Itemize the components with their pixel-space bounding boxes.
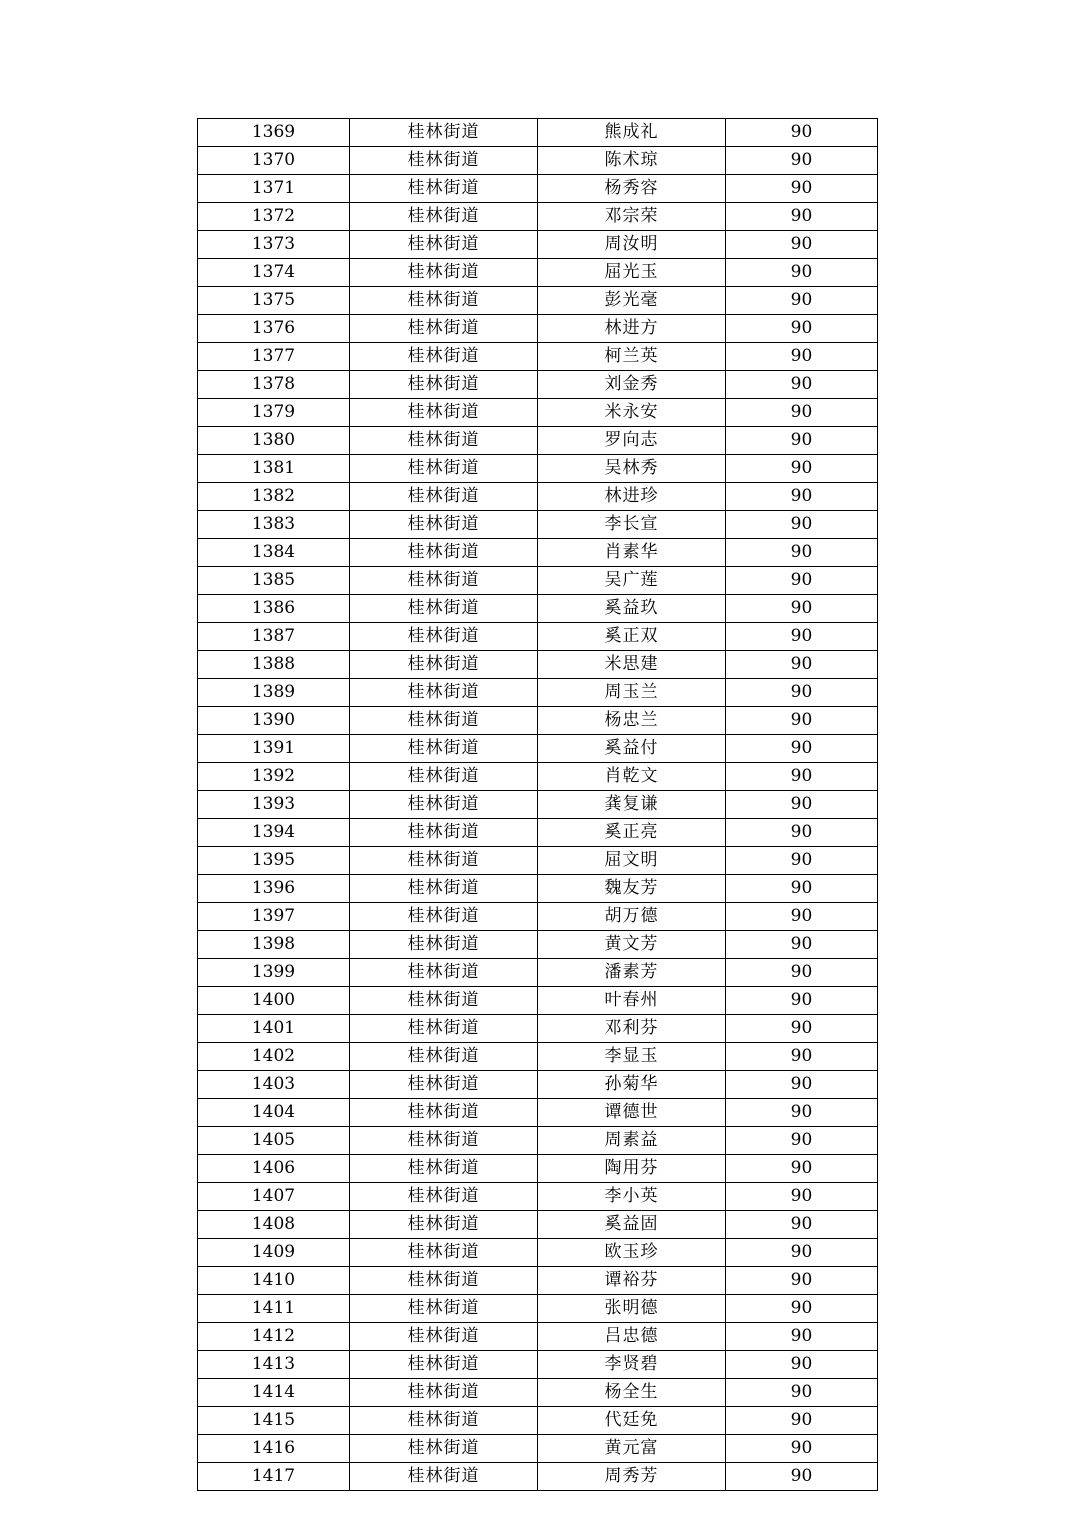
row-name: 孙菊华: [538, 1071, 726, 1099]
table-row: [198, 623, 878, 651]
row-name: 周秀芳: [538, 1463, 726, 1491]
row-street: 桂林街道: [350, 539, 538, 567]
row-amount: 90: [726, 539, 878, 567]
row-name: 周素益: [538, 1127, 726, 1155]
table-row: [198, 791, 878, 819]
row-index: 1373: [198, 231, 350, 259]
row-name: 林进方: [538, 315, 726, 343]
row-index: 1413: [198, 1351, 350, 1379]
row-name: 陈术琼: [538, 147, 726, 175]
row-name: 杨忠兰: [538, 707, 726, 735]
row-index: 1400: [198, 987, 350, 1015]
row-amount: 90: [726, 1379, 878, 1407]
row-street: 桂林街道: [350, 1435, 538, 1463]
row-index: 1416: [198, 1435, 350, 1463]
table-row: [198, 1295, 878, 1323]
beneficiary-table: [197, 118, 878, 1491]
row-street: 桂林街道: [350, 1043, 538, 1071]
row-amount: 90: [726, 119, 878, 147]
table-row: [198, 847, 878, 875]
row-amount: 90: [726, 819, 878, 847]
row-index: 1393: [198, 791, 350, 819]
table-row: [198, 819, 878, 847]
row-name: 罗向志: [538, 427, 726, 455]
row-street: 桂林街道: [350, 679, 538, 707]
row-street: 桂林街道: [350, 1183, 538, 1211]
row-amount: 90: [726, 903, 878, 931]
row-name: 谭德世: [538, 1099, 726, 1127]
row-name: 杨全生: [538, 1379, 726, 1407]
row-amount: 90: [726, 399, 878, 427]
row-name: 邓利芬: [538, 1015, 726, 1043]
row-amount: 90: [726, 791, 878, 819]
row-street: 桂林街道: [350, 1211, 538, 1239]
row-street: 桂林街道: [350, 231, 538, 259]
row-name: 肖素华: [538, 539, 726, 567]
row-street: 桂林街道: [350, 623, 538, 651]
row-index: 1415: [198, 1407, 350, 1435]
row-amount: 90: [726, 371, 878, 399]
row-name: 吕忠德: [538, 1323, 726, 1351]
table-row: [198, 455, 878, 483]
table-row: [198, 735, 878, 763]
row-amount: 90: [726, 931, 878, 959]
row-street: 桂林街道: [350, 1295, 538, 1323]
table-row: [198, 343, 878, 371]
row-street: 桂林街道: [350, 1155, 538, 1183]
table-row: [198, 1239, 878, 1267]
row-index: 1376: [198, 315, 350, 343]
row-street: 桂林街道: [350, 847, 538, 875]
row-amount: 90: [726, 1267, 878, 1295]
row-street: 桂林街道: [350, 119, 538, 147]
row-street: 桂林街道: [350, 1379, 538, 1407]
row-street: 桂林街道: [350, 203, 538, 231]
row-index: 1370: [198, 147, 350, 175]
row-index: 1390: [198, 707, 350, 735]
row-amount: 90: [726, 567, 878, 595]
table-row: [198, 483, 878, 511]
row-amount: 90: [726, 1099, 878, 1127]
row-index: 1406: [198, 1155, 350, 1183]
row-index: 1378: [198, 371, 350, 399]
table-row: [198, 567, 878, 595]
table-row: [198, 763, 878, 791]
row-index: 1385: [198, 567, 350, 595]
row-amount: 90: [726, 959, 878, 987]
table-row: [198, 931, 878, 959]
table-row: [198, 1155, 878, 1183]
row-amount: 90: [726, 875, 878, 903]
row-street: 桂林街道: [350, 483, 538, 511]
table-row: [198, 1463, 878, 1491]
row-amount: 90: [726, 231, 878, 259]
row-amount: 90: [726, 1071, 878, 1099]
table-row: [198, 1183, 878, 1211]
row-street: 桂林街道: [350, 1127, 538, 1155]
table-row: [198, 511, 878, 539]
row-amount: 90: [726, 735, 878, 763]
table-row: [198, 903, 878, 931]
row-name: 奚益固: [538, 1211, 726, 1239]
row-index: 1377: [198, 343, 350, 371]
row-name: 奚益付: [538, 735, 726, 763]
row-street: 桂林街道: [350, 987, 538, 1015]
row-street: 桂林街道: [350, 371, 538, 399]
row-amount: 90: [726, 1295, 878, 1323]
row-index: 1388: [198, 651, 350, 679]
row-street: 桂林街道: [350, 315, 538, 343]
row-index: 1382: [198, 483, 350, 511]
row-amount: 90: [726, 1463, 878, 1491]
row-index: 1379: [198, 399, 350, 427]
row-index: 1402: [198, 1043, 350, 1071]
row-street: 桂林街道: [350, 903, 538, 931]
table-row: [198, 1071, 878, 1099]
row-name: 潘素芳: [538, 959, 726, 987]
row-name: 张明德: [538, 1295, 726, 1323]
table-row: [198, 175, 878, 203]
row-index: 1414: [198, 1379, 350, 1407]
row-name: 米永安: [538, 399, 726, 427]
row-amount: 90: [726, 1015, 878, 1043]
row-street: 桂林街道: [350, 1015, 538, 1043]
row-index: 1397: [198, 903, 350, 931]
row-street: 桂林街道: [350, 147, 538, 175]
table-row: [198, 287, 878, 315]
row-index: 1417: [198, 1463, 350, 1491]
row-index: 1409: [198, 1239, 350, 1267]
row-amount: 90: [726, 595, 878, 623]
table-row: [198, 679, 878, 707]
row-name: 杨秀容: [538, 175, 726, 203]
row-name: 周玉兰: [538, 679, 726, 707]
row-index: 1386: [198, 595, 350, 623]
row-name: 柯兰英: [538, 343, 726, 371]
row-name: 代廷免: [538, 1407, 726, 1435]
row-street: 桂林街道: [350, 1351, 538, 1379]
row-index: 1384: [198, 539, 350, 567]
row-index: 1381: [198, 455, 350, 483]
table-row: [198, 399, 878, 427]
row-name: 屈光玉: [538, 259, 726, 287]
row-index: 1411: [198, 1295, 350, 1323]
table-row: [198, 427, 878, 455]
row-index: 1392: [198, 763, 350, 791]
row-street: 桂林街道: [350, 763, 538, 791]
row-street: 桂林街道: [350, 707, 538, 735]
row-name: 叶春州: [538, 987, 726, 1015]
table-row: [198, 1323, 878, 1351]
row-index: 1401: [198, 1015, 350, 1043]
table-row: [198, 119, 878, 147]
row-amount: 90: [726, 707, 878, 735]
row-index: 1383: [198, 511, 350, 539]
row-street: 桂林街道: [350, 819, 538, 847]
row-index: 1404: [198, 1099, 350, 1127]
row-amount: 90: [726, 315, 878, 343]
row-index: 1394: [198, 819, 350, 847]
table-row: [198, 147, 878, 175]
row-name: 熊成礼: [538, 119, 726, 147]
row-street: 桂林街道: [350, 399, 538, 427]
table-row: [198, 1351, 878, 1379]
row-amount: 90: [726, 455, 878, 483]
row-amount: 90: [726, 1127, 878, 1155]
table-row: [198, 1043, 878, 1071]
row-street: 桂林街道: [350, 455, 538, 483]
row-name: 李贤碧: [538, 1351, 726, 1379]
row-street: 桂林街道: [350, 875, 538, 903]
row-amount: 90: [726, 175, 878, 203]
row-index: 1372: [198, 203, 350, 231]
row-amount: 90: [726, 203, 878, 231]
row-amount: 90: [726, 259, 878, 287]
row-index: 1412: [198, 1323, 350, 1351]
row-name: 龚复谦: [538, 791, 726, 819]
table-row: [198, 539, 878, 567]
row-index: 1371: [198, 175, 350, 203]
row-street: 桂林街道: [350, 1407, 538, 1435]
row-name: 肖乾文: [538, 763, 726, 791]
row-street: 桂林街道: [350, 511, 538, 539]
row-index: 1391: [198, 735, 350, 763]
row-index: 1389: [198, 679, 350, 707]
row-name: 奚正双: [538, 623, 726, 651]
row-amount: 90: [726, 1183, 878, 1211]
row-name: 林进珍: [538, 483, 726, 511]
row-amount: 90: [726, 287, 878, 315]
row-street: 桂林街道: [350, 735, 538, 763]
table-row: [198, 1407, 878, 1435]
table-row: [198, 987, 878, 1015]
table-row: [198, 1379, 878, 1407]
row-amount: 90: [726, 427, 878, 455]
row-name: 奚益玖: [538, 595, 726, 623]
row-street: 桂林街道: [350, 343, 538, 371]
row-index: 1398: [198, 931, 350, 959]
row-index: 1399: [198, 959, 350, 987]
row-name: 刘金秀: [538, 371, 726, 399]
table-row: [198, 1015, 878, 1043]
row-index: 1387: [198, 623, 350, 651]
row-name: 李小英: [538, 1183, 726, 1211]
data-table-container: [197, 118, 877, 1491]
row-street: 桂林街道: [350, 595, 538, 623]
row-street: 桂林街道: [350, 1323, 538, 1351]
row-street: 桂林街道: [350, 651, 538, 679]
row-name: 奚正亮: [538, 819, 726, 847]
row-index: 1369: [198, 119, 350, 147]
row-street: 桂林街道: [350, 1071, 538, 1099]
row-amount: 90: [726, 1407, 878, 1435]
table-row: [198, 959, 878, 987]
row-index: 1405: [198, 1127, 350, 1155]
row-street: 桂林街道: [350, 175, 538, 203]
row-amount: 90: [726, 483, 878, 511]
row-name: 欧玉珍: [538, 1239, 726, 1267]
table-row: [198, 371, 878, 399]
table-row: [198, 1267, 878, 1295]
row-name: 周汝明: [538, 231, 726, 259]
row-amount: 90: [726, 623, 878, 651]
row-name: 屈文明: [538, 847, 726, 875]
row-amount: 90: [726, 147, 878, 175]
table-body: [198, 119, 878, 1491]
row-name: 胡万德: [538, 903, 726, 931]
row-name: 李长宣: [538, 511, 726, 539]
row-amount: 90: [726, 651, 878, 679]
row-name: 黄文芳: [538, 931, 726, 959]
table-row: [198, 1211, 878, 1239]
row-name: 邓宗荣: [538, 203, 726, 231]
row-street: 桂林街道: [350, 959, 538, 987]
row-amount: 90: [726, 1323, 878, 1351]
row-name: 谭裕芬: [538, 1267, 726, 1295]
row-index: 1407: [198, 1183, 350, 1211]
row-name: 陶用芬: [538, 1155, 726, 1183]
row-index: 1396: [198, 875, 350, 903]
row-name: 吴广莲: [538, 567, 726, 595]
row-amount: 90: [726, 343, 878, 371]
row-street: 桂林街道: [350, 791, 538, 819]
row-street: 桂林街道: [350, 1099, 538, 1127]
row-index: 1380: [198, 427, 350, 455]
row-amount: 90: [726, 763, 878, 791]
table-row: [198, 315, 878, 343]
row-name: 彭光毫: [538, 287, 726, 315]
row-street: 桂林街道: [350, 427, 538, 455]
row-street: 桂林街道: [350, 931, 538, 959]
row-index: 1410: [198, 1267, 350, 1295]
row-amount: 90: [726, 1155, 878, 1183]
table-row: [198, 1127, 878, 1155]
table-row: [198, 707, 878, 735]
row-amount: 90: [726, 987, 878, 1015]
row-index: 1374: [198, 259, 350, 287]
table-row: [198, 259, 878, 287]
row-amount: 90: [726, 1043, 878, 1071]
row-street: 桂林街道: [350, 1463, 538, 1491]
row-index: 1403: [198, 1071, 350, 1099]
table-row: [198, 203, 878, 231]
row-amount: 90: [726, 1435, 878, 1463]
row-amount: 90: [726, 1351, 878, 1379]
row-name: 吴林秀: [538, 455, 726, 483]
row-amount: 90: [726, 511, 878, 539]
row-name: 魏友芳: [538, 875, 726, 903]
table-row: [198, 1435, 878, 1463]
row-amount: 90: [726, 847, 878, 875]
row-name: 黄元富: [538, 1435, 726, 1463]
row-name: 李显玉: [538, 1043, 726, 1071]
row-amount: 90: [726, 1239, 878, 1267]
row-index: 1408: [198, 1211, 350, 1239]
row-index: 1375: [198, 287, 350, 315]
row-street: 桂林街道: [350, 567, 538, 595]
table-row: [198, 595, 878, 623]
row-street: 桂林街道: [350, 259, 538, 287]
row-name: 米思建: [538, 651, 726, 679]
row-street: 桂林街道: [350, 1267, 538, 1295]
row-amount: 90: [726, 679, 878, 707]
row-index: 1395: [198, 847, 350, 875]
row-street: 桂林街道: [350, 287, 538, 315]
table-row: [198, 1099, 878, 1127]
table-row: [198, 231, 878, 259]
table-row: [198, 875, 878, 903]
row-amount: 90: [726, 1211, 878, 1239]
row-street: 桂林街道: [350, 1239, 538, 1267]
table-row: [198, 651, 878, 679]
